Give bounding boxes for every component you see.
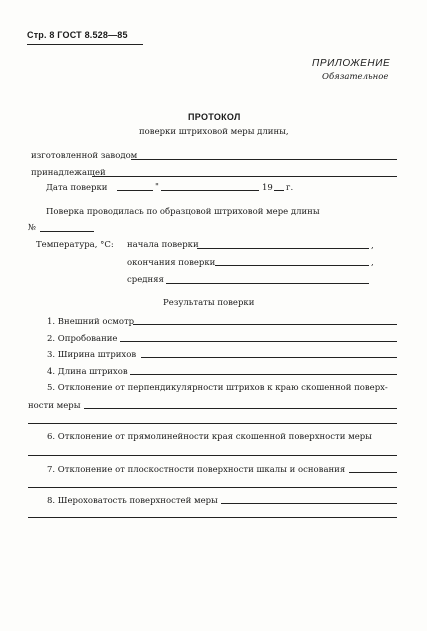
temperature-label: Температура, °С: (36, 240, 114, 250)
item-8-label: 8. Шероховатость поверхностей меры (47, 496, 218, 506)
item-5-label-cont: ности меры (28, 401, 81, 411)
temperature-start-label: начала поверки (127, 240, 199, 250)
item-6-field[interactable] (28, 455, 397, 456)
item-6-label: 6. Отклонение от прямолинейности края скошенной поверхности меры (47, 432, 372, 442)
date-day-field[interactable] (117, 190, 153, 191)
number-sign: № (28, 223, 37, 233)
reference-text: Поверка проводилась по образцовой штриховой мере длины (46, 207, 320, 217)
item-2-field[interactable] (120, 341, 397, 342)
temperature-end-field[interactable] (215, 265, 369, 266)
appendix-subtitle: Обязательное (322, 72, 389, 82)
item-7-field[interactable] (349, 472, 397, 473)
temperature-start-comma: , (371, 241, 374, 251)
reference-number-field[interactable] (40, 231, 94, 232)
item-8-field-2[interactable] (28, 517, 397, 518)
temperature-average-label: средняя (127, 275, 164, 285)
protocol-subtitle: поверки штриховой меры длины, (139, 127, 289, 137)
made-by-field[interactable] (131, 159, 397, 160)
item-4-label: 4. Длина штрихов (47, 367, 128, 377)
date-year-field[interactable] (274, 190, 284, 191)
temperature-start-field[interactable] (197, 248, 369, 249)
temperature-end-comma: , (371, 258, 374, 268)
owner-label: принадлежащей (31, 168, 106, 178)
temperature-average-field[interactable] (166, 283, 369, 284)
protocol-title: ПРОТОКОЛ (188, 112, 241, 122)
item-3-label: 3. Ширина штрихов (47, 350, 137, 360)
results-title: Результаты поверки (163, 298, 255, 308)
item-4-field[interactable] (130, 374, 397, 375)
temperature-end-label: окончания поверки (127, 258, 216, 268)
item-1-field[interactable] (133, 324, 397, 325)
appendix-title: ПРИЛОЖЕНИЕ (312, 58, 391, 69)
item-1-label: 1. Внешний осмотр (47, 317, 135, 327)
item-7-label: 7. Отклонение от плоскостности поверхности шкалы и основания (47, 465, 346, 475)
year-prefix: 19 (262, 183, 273, 193)
year-suffix: г. (286, 183, 294, 193)
item-7-field-2[interactable] (28, 487, 397, 488)
date-label: Дата поверки (46, 183, 108, 193)
item-8-field[interactable] (221, 503, 397, 504)
item-5-label: 5. Отклонение от перпендикулярности штрихов к краю скошенной поверх- (47, 383, 388, 393)
page-reference: Стр. 8 ГОСТ 8.528—85 (27, 30, 128, 40)
made-by-label: изготовленной заводом (31, 151, 138, 161)
date-month-field[interactable] (161, 190, 259, 191)
date-quote: " (155, 182, 159, 192)
owner-field[interactable] (92, 176, 397, 177)
item-3-field[interactable] (141, 357, 397, 358)
header-rule (27, 44, 143, 45)
item-5-field[interactable] (84, 408, 397, 409)
item-2-label: 2. Опробование (47, 334, 118, 344)
item-5-field-2[interactable] (28, 423, 397, 424)
